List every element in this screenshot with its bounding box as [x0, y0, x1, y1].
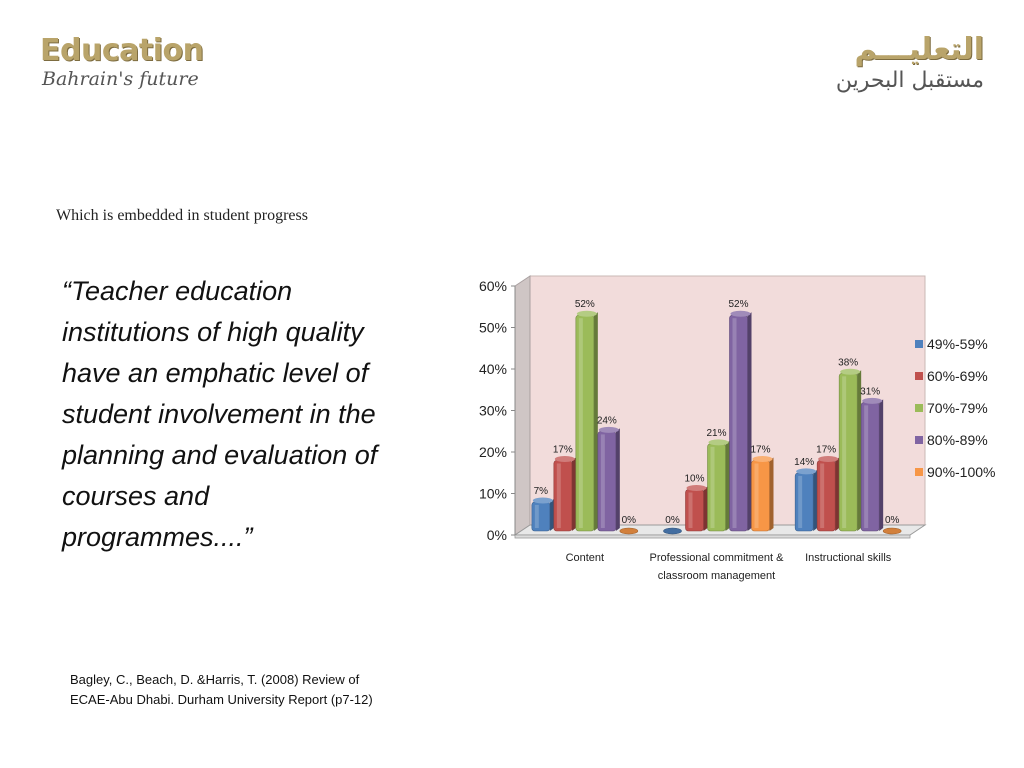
- bar-zero-disc: [664, 528, 682, 534]
- bar-side: [726, 441, 730, 531]
- bar-side: [835, 457, 839, 531]
- bar: [554, 460, 572, 531]
- y-tick-label: 0%: [486, 527, 507, 543]
- logo-arabic-future-text: مستقبل البحرين: [835, 68, 984, 93]
- data-label: 14%: [794, 456, 815, 468]
- bar-highlight: [755, 463, 759, 528]
- legend-label: 60%-69%: [927, 368, 988, 384]
- bar-highlight: [557, 463, 561, 528]
- data-label: 0%: [665, 515, 680, 526]
- data-label: 21%: [706, 427, 727, 439]
- bar-side: [748, 312, 752, 531]
- y-tick-label: 30%: [478, 402, 507, 419]
- bar-side: [813, 470, 817, 531]
- bar-highlight: [798, 476, 802, 528]
- data-label: 17%: [750, 444, 771, 456]
- citation-line-2: ECAE-Abu Dhabi. Durham University Report (p7-12): [70, 692, 373, 707]
- bar-highlight: [711, 447, 715, 528]
- legend-swatch: [915, 340, 923, 348]
- legend-label: 49%-59%: [927, 336, 988, 352]
- logo-arabic-education-text: التعليـــم: [854, 32, 984, 67]
- data-label: 17%: [816, 444, 837, 456]
- bar: [708, 444, 726, 531]
- bar-side: [770, 457, 774, 531]
- bar-zero-disc: [620, 528, 638, 534]
- data-label: 10%: [684, 473, 705, 485]
- legend-swatch: [915, 436, 923, 444]
- citation-line-1: Bagley, C., Beach, D. &Harris, T. (2008) Review of: [70, 672, 360, 687]
- legend-label: 80%-89%: [927, 432, 988, 448]
- bar-top: [818, 456, 838, 462]
- data-label: 24%: [596, 415, 617, 427]
- y-tick-label: 40%: [478, 361, 507, 377]
- chart-floor-edge: [515, 535, 910, 538]
- bar-top: [731, 311, 751, 317]
- bar-highlight: [842, 376, 846, 528]
- chart-side-wall: [515, 276, 530, 535]
- bar-side: [616, 428, 620, 531]
- bar-highlight: [864, 405, 868, 528]
- data-label: 0%: [621, 515, 637, 526]
- data-label: 31%: [860, 386, 881, 398]
- bar: [817, 460, 835, 531]
- bar-side: [879, 399, 883, 531]
- legend-swatch: [915, 468, 923, 476]
- bar: [730, 315, 748, 531]
- citation: [70, 670, 430, 710]
- bar-top: [533, 497, 553, 503]
- logo-bahrain-future-text: Bahrain's future: [42, 68, 199, 90]
- x-category-label: Instructional skills: [805, 552, 892, 564]
- bar-highlight: [601, 434, 605, 528]
- legend-swatch: [915, 404, 923, 412]
- bar-highlight: [579, 318, 583, 528]
- bar: [532, 502, 550, 531]
- bar-top: [577, 311, 597, 317]
- y-tick-label: 50%: [478, 319, 507, 336]
- bar-highlight: [535, 505, 539, 528]
- bar-top: [753, 456, 773, 462]
- bar-top: [599, 427, 619, 433]
- bar: [686, 490, 704, 532]
- y-tick-label: 60%: [478, 278, 507, 294]
- bar-side: [572, 457, 576, 531]
- data-label: 7%: [533, 485, 549, 497]
- quote-text: “Teacher education institutions of high quality have an emphatic level of student involvement in the planning and evaluation of courses and programmes....”: [62, 276, 378, 552]
- logo-education-text: Education: [40, 33, 204, 68]
- bar: [861, 402, 879, 531]
- y-tick-label: 20%: [478, 444, 507, 460]
- data-label: 52%: [728, 299, 749, 311]
- legend-label: 70%-79%: [927, 400, 988, 416]
- bar-top: [796, 468, 816, 474]
- x-category-label: Professional commitment &: [649, 552, 784, 564]
- bar-top: [840, 369, 860, 375]
- bar: [752, 460, 770, 531]
- bar: [598, 431, 616, 531]
- y-tick-label: 10%: [478, 485, 507, 502]
- data-label: 38%: [838, 357, 859, 369]
- bar-top: [709, 439, 729, 445]
- data-label: 52%: [574, 299, 595, 311]
- x-category-label: Content: [565, 552, 605, 564]
- bar: [839, 373, 857, 531]
- data-label: 0%: [884, 515, 900, 526]
- bar: [576, 315, 594, 531]
- bar-top: [687, 485, 707, 491]
- bar-highlight: [733, 318, 737, 528]
- bar-highlight: [689, 493, 693, 529]
- data-label: 17%: [552, 444, 573, 456]
- education-logo: [40, 34, 240, 90]
- legend-label: 90%-100%: [927, 464, 996, 480]
- bar-side: [550, 499, 554, 531]
- slide-subtitle: Which is embedded in student progress: [56, 207, 308, 224]
- arabic-logo: [784, 32, 984, 94]
- bar-highlight: [820, 463, 824, 528]
- x-category-label: classroom management: [657, 570, 776, 582]
- bar-top: [862, 398, 882, 404]
- bar-side: [704, 487, 708, 532]
- bar-zero-disc: [883, 528, 901, 534]
- bar-top: [555, 456, 575, 462]
- bar: [795, 473, 813, 531]
- legend-swatch: [915, 372, 923, 380]
- bar-chart: [460, 262, 1000, 592]
